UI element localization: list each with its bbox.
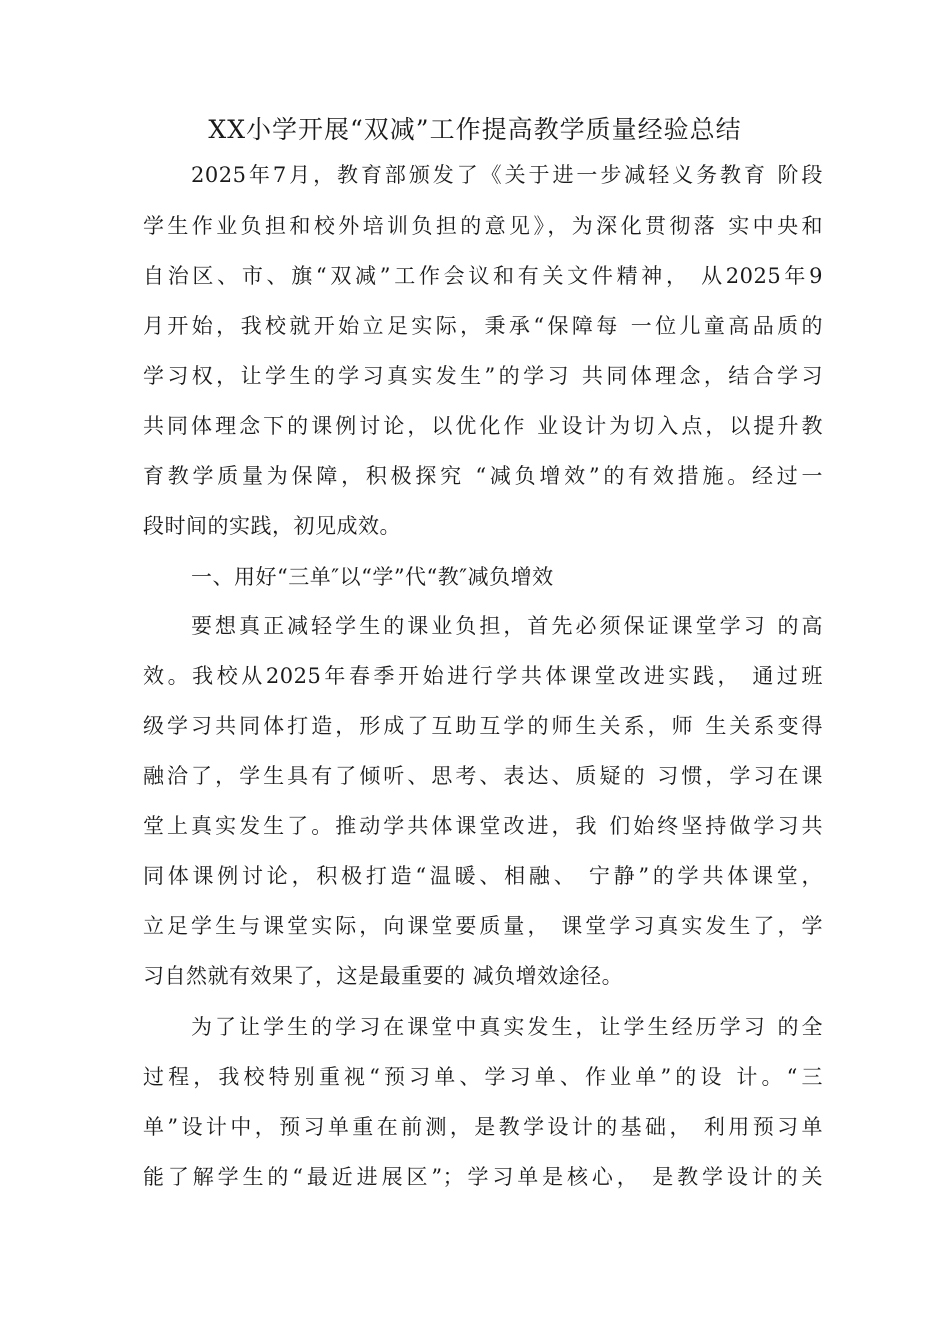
paragraph-line: 效。我校从2025年春季开始进行学共体课堂改进实践， 通过班	[143, 664, 823, 688]
paragraph-line: 堂上真实发生了。推动学共体课堂改进，我 们始终坚持做学习共	[143, 814, 823, 838]
paragraph-line: 立足学生与课堂实际，向课堂要质量， 课堂学习真实发生了，学	[143, 914, 823, 938]
section-heading: 一、用好“三单″以“学”代“教″减负增效	[191, 565, 554, 589]
paragraph-line: 学习权，让学生的学习真实发生”的学习 共同体理念，结合学习	[143, 364, 823, 388]
paragraph-line: 育教学质量为保障，积极探究 “减负增效”的有效措施。经过一	[143, 464, 823, 488]
paragraph-line: 共同体理念下的课例讨论，以优化作 业设计为切入点，以提升教	[143, 414, 823, 438]
paragraph-line: 自治区、市、旗“双减”工作会议和有关文件精神， 从2025年9	[143, 264, 823, 288]
paragraph-line: 段时间的实践，初见成效。	[143, 514, 401, 538]
paragraph-line: 要想真正减轻学生的课业负担，首先必须保证课堂学习 的高	[191, 614, 823, 638]
paragraph-line: 融洽了，学生具有了倾听、思考、表达、质疑的 习惯，学习在课	[143, 764, 823, 788]
paragraph-line: 为了让学生的学习在课堂中真实发生，让学生经历学习 的全	[191, 1015, 823, 1039]
paragraph-line: 过程，我校特别重视“预习单、学习单、作业单”的设 计。“三	[143, 1065, 823, 1089]
paragraph-line: 习自然就有效果了，这是最重要的 减负增效途径。	[143, 964, 624, 988]
paragraph-line: 同体课例讨论，积极打造“温暖、相融、 宁静”的学共体课堂，	[143, 864, 823, 888]
paragraph-line: 2025年7月，教育部颁发了《关于进一步减轻义务教育 阶段	[191, 163, 823, 187]
paragraph-line: 单”设计中，预习单重在前测，是教学设计的基础， 利用预习单	[143, 1115, 823, 1139]
paragraph-line: 级学习共同体打造，形成了互助互学的师生关系，师 生关系变得	[143, 714, 823, 738]
paragraph-line: 能了解学生的“最近进展区”；学习单是核心， 是教学设计的关	[143, 1165, 823, 1189]
document-title: XX小学开展“双减”工作提高教学质量经验总结	[208, 115, 742, 144]
paragraph-line: 学生作业负担和校外培训负担的意见》，为深化贯彻落 实中央和	[143, 214, 823, 238]
paragraph-line: 月开始，我校就开始立足实际，秉承“保障每 一位儿童高品质的	[143, 314, 823, 338]
